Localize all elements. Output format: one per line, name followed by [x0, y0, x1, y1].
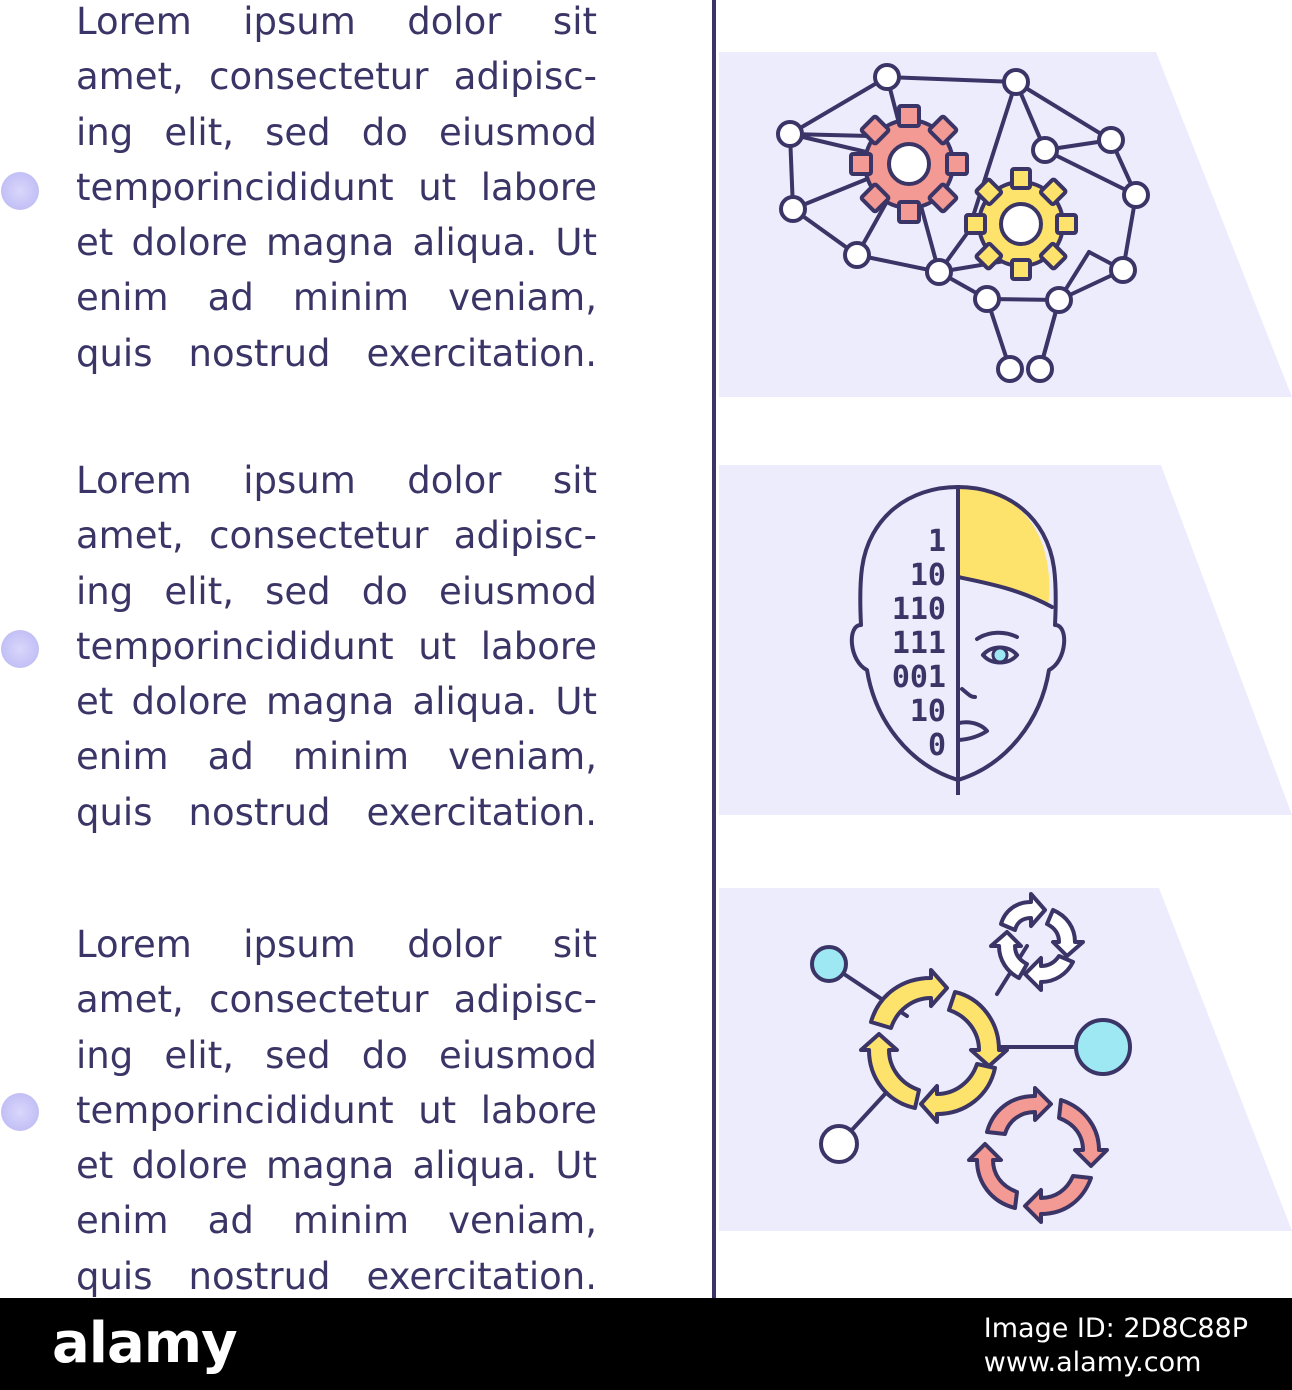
binary-row-5: 001	[891, 660, 946, 695]
image-id: Image ID: 2D8C88P	[983, 1313, 1248, 1344]
paragraph-1: Lorem ipsum dolor sit amet, consectetur adipiscing elit, sed do eiusmod temporincididunt ut labore et dolore magna aliqua. Ut enim ad minim veniam, quis nostrud exercitation.	[76, 0, 597, 375]
paragraph-3: Lorem ipsum dolor sit amet, consectetur adipiscing elit, sed do eiusmod temporincididunt ut labore et dolore magna aliqua. Ut enim ad minim veniam, quis nostrud exercitation.	[76, 923, 597, 1298]
vertical-divider	[712, 0, 716, 1298]
binary-row-6: 10	[909, 694, 946, 729]
footer-logo: alamy	[52, 1311, 237, 1376]
illustration-panel-1	[719, 52, 1292, 397]
binary-row-3: 110	[891, 592, 946, 627]
bullet-3	[1, 1093, 39, 1131]
site-url: www.alamy.com	[983, 1347, 1202, 1378]
bullet-1	[1, 172, 39, 210]
footer-meta	[984, 1312, 1248, 1380]
paragraph-2: Lorem ipsum dolor sit amet, consectetur adipiscing elit, sed do eiusmod temporincididunt ut labore et dolore magna aliqua. Ut enim ad minim veniam, quis nostrud exercitation.	[76, 459, 597, 834]
footer-bar	[0, 1298, 1292, 1390]
binary-row-7: 0	[927, 728, 946, 763]
illustration-panel-3	[719, 888, 1292, 1231]
illustration-panel-2	[719, 465, 1292, 815]
binary-row-4: 111	[891, 626, 946, 661]
binary-row-2: 10	[909, 558, 946, 593]
binary-row-1: 1	[927, 524, 946, 559]
bullet-2	[1, 630, 39, 668]
